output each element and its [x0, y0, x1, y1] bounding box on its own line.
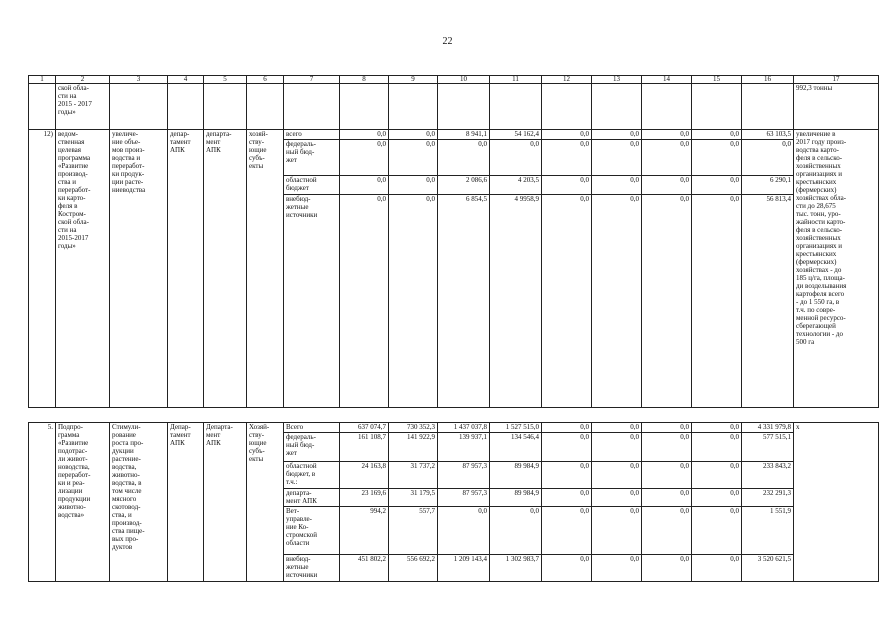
- funding-value: 0,0: [542, 176, 592, 195]
- funding-value: 0,0: [389, 140, 438, 176]
- participants: хозяй- ству- ющие субъ- екты: [247, 130, 284, 408]
- column-number-cell: 16: [742, 76, 794, 84]
- funding-value: 0,0: [340, 176, 389, 195]
- funding-value: 0,0: [592, 555, 642, 582]
- funding-value: 577 515,1: [742, 433, 794, 462]
- funding-value: 2 086,6: [438, 176, 490, 195]
- program-goal: Стимули- рование роста про- дукции растение- водства, животно- водства, в том числе мясного скотовод- ства, и производ- ства пище- вых про- дуктов: [110, 423, 168, 582]
- funding-value: 0,0: [542, 555, 592, 582]
- responsible-executor: Депар- тамент АПК: [168, 423, 204, 582]
- funding-value: 637 074,7: [340, 423, 389, 433]
- table-cell: [168, 84, 204, 130]
- co-executor: Департа- мент АПК: [204, 423, 247, 582]
- table-cell: [692, 84, 742, 130]
- funding-value: 556 692,2: [389, 555, 438, 582]
- gap-cell: [592, 408, 642, 423]
- funding-value: 0,0: [592, 433, 642, 462]
- column-number-cell: 9: [389, 76, 438, 84]
- funding-value: 6 290,1: [742, 176, 794, 195]
- funding-value: 0,0: [692, 176, 742, 195]
- participants: Хозяй- ству- ющие субъ- екты: [247, 423, 284, 582]
- funding-value: 0,0: [389, 176, 438, 195]
- funding-source: областной бюджет, в т.ч.:: [284, 462, 340, 489]
- funding-value: 0,0: [692, 433, 742, 462]
- gap-cell: [438, 408, 490, 423]
- funding-source: всего: [284, 130, 340, 140]
- gap-cell: [490, 408, 542, 423]
- table-cell: [742, 84, 794, 130]
- funding-value: 0,0: [692, 462, 742, 489]
- column-number-cell: 14: [642, 76, 692, 84]
- funding-value: 1 527 515,0: [490, 423, 542, 433]
- funding-value: 0,0: [592, 507, 642, 555]
- gap-cell: [340, 408, 389, 423]
- funding-value: 89 984,9: [490, 462, 542, 489]
- funding-value: 0,0: [340, 195, 389, 408]
- table-cell: [204, 84, 247, 130]
- table-cell: [592, 84, 642, 130]
- funding-value: 0,0: [642, 507, 692, 555]
- column-number-cell: 10: [438, 76, 490, 84]
- gap-cell: [29, 408, 56, 423]
- continuation-row: [29, 84, 879, 130]
- funding-source: департа- мент АПК: [284, 489, 340, 507]
- funding-value: 233 843,2: [742, 462, 794, 489]
- funding-value: 0,0: [692, 489, 742, 507]
- table-cell: [438, 84, 490, 130]
- funding-value: 0,0: [340, 130, 389, 140]
- funding-value: 0,0: [692, 140, 742, 176]
- program-goal: увеличе- ние объе- мов произ- водства и переработ- ки продук- ции расте- ниеводства: [110, 130, 168, 408]
- funding-value: 1 551,9: [742, 507, 794, 555]
- column-number-cell: 11: [490, 76, 542, 84]
- funding-value: 0,0: [692, 130, 742, 140]
- program-name: ведом- ственная целевая программа «Развитие производ- ства и переработ- ки карто- феля в Костром- ской обла- сти на 2015-2017 годы»: [56, 130, 110, 408]
- funding-value: 0,0: [692, 423, 742, 433]
- funding-value: 0,0: [642, 423, 692, 433]
- gap-cell: [247, 408, 284, 423]
- column-number-cell: 13: [592, 76, 642, 84]
- funding-value: 0,0: [692, 507, 742, 555]
- funding-value: 54 162,4: [490, 130, 542, 140]
- funding-value: 0,0: [542, 433, 592, 462]
- funding-value: 0,0: [592, 462, 642, 489]
- funding-value: 4 331 979,8: [742, 423, 794, 433]
- funding-value: 1 302 983,7: [490, 555, 542, 582]
- funding-value: 56 813,4: [742, 195, 794, 408]
- funding-value: 0,0: [592, 423, 642, 433]
- funding-value: 1 437 037,8: [438, 423, 490, 433]
- funding-value: 0,0: [542, 462, 592, 489]
- funding-value: 0,0: [642, 130, 692, 140]
- table-cell: [542, 84, 592, 130]
- table-cell: [247, 84, 284, 130]
- funding-value: 0,0: [642, 176, 692, 195]
- expected-result: увеличение в 2017 году произ- водства карто- феля в сельско- хозяйственных организациях и крестьянских (фермерских) хозяйствах обла- сти до 28,675 тыс. тонн, уро- жайности карто- феля в сельско- хозяйственных организациях и крестьянских (фермерских) хозяйствах - до 185 ц/га, площа- ди возделывания картофеля всего - до 1 550 га, в т.ч. по совре- менной ресурсо- сберегающей технологии - до 500 га: [794, 130, 879, 408]
- table-cell: [642, 84, 692, 130]
- table-cell: 992,3 тонны: [794, 84, 879, 130]
- column-number-cell: 5: [204, 76, 247, 84]
- funding-value: 0,0: [592, 489, 642, 507]
- program-table: [28, 75, 879, 582]
- funding-value: 0,0: [490, 140, 542, 176]
- gap-cell: [56, 408, 110, 423]
- funding-value: 0,0: [542, 140, 592, 176]
- funding-source: Всего: [284, 423, 340, 433]
- funding-value: 0,0: [592, 195, 642, 408]
- funding-value: 0,0: [542, 130, 592, 140]
- funding-source: внебюд- жетные источники: [284, 555, 340, 582]
- funding-value: 0,0: [438, 507, 490, 555]
- funding-value: 0,0: [692, 555, 742, 582]
- table-cell: [284, 84, 340, 130]
- funding-source: Вет- управле- ние Ко- стромской области: [284, 507, 340, 555]
- funding-value: 0,0: [642, 555, 692, 582]
- gap-cell: [110, 408, 168, 423]
- funding-value: 134 546,4: [490, 433, 542, 462]
- funding-value: 0,0: [542, 423, 592, 433]
- funding-value: 232 291,3: [742, 489, 794, 507]
- table-cell: [110, 84, 168, 130]
- funding-value: 141 922,9: [389, 433, 438, 462]
- funding-value: 0,0: [542, 489, 592, 507]
- table-row: [29, 130, 879, 140]
- funding-source: внебюд- жетные источники: [284, 195, 340, 408]
- funding-value: 0,0: [642, 489, 692, 507]
- funding-value: 6 854,5: [438, 195, 490, 408]
- funding-value: 63 103,5: [742, 130, 794, 140]
- funding-value: 0,0: [389, 195, 438, 408]
- funding-value: 0,0: [742, 140, 794, 176]
- funding-value: 4 203,5: [490, 176, 542, 195]
- funding-value: 87 957,3: [438, 489, 490, 507]
- funding-value: 3 520 621,5: [742, 555, 794, 582]
- program-name: Подпро- грамма «Развитие подотрас- ли живот- новодства, переработ- ки и реа- лизации продукции животно- водства»: [56, 423, 110, 582]
- page-number: 22: [442, 36, 453, 47]
- gap-row: [29, 408, 879, 423]
- funding-value: 0,0: [340, 140, 389, 176]
- gap-cell: [168, 408, 204, 423]
- funding-value: 24 163,8: [340, 462, 389, 489]
- funding-value: 730 352,3: [389, 423, 438, 433]
- gap-cell: [284, 408, 340, 423]
- funding-value: 8 941,1: [438, 130, 490, 140]
- column-number-cell: 8: [340, 76, 389, 84]
- column-number-cell: 15: [692, 76, 742, 84]
- funding-value: 0,0: [490, 507, 542, 555]
- funding-source: федераль- ный бюд- жет: [284, 433, 340, 462]
- expected-result: х: [794, 423, 879, 582]
- funding-value: 0,0: [642, 433, 692, 462]
- table-cell: ской обла- сти на 2015 - 2017 годы»: [56, 84, 110, 130]
- column-number-row: [29, 76, 879, 84]
- gap-cell: [389, 408, 438, 423]
- gap-cell: [542, 408, 592, 423]
- responsible-executor: депар- тамент АПК: [168, 130, 204, 408]
- funding-value: 0,0: [642, 140, 692, 176]
- funding-value: 0,0: [542, 507, 592, 555]
- column-number-cell: 12: [542, 76, 592, 84]
- funding-value: 87 957,3: [438, 462, 490, 489]
- funding-value: 0,0: [592, 130, 642, 140]
- funding-value: 139 937,1: [438, 433, 490, 462]
- funding-value: 161 108,7: [340, 433, 389, 462]
- funding-value: 994,2: [340, 507, 389, 555]
- column-number-cell: 17: [794, 76, 879, 84]
- row-index: 5.: [29, 423, 56, 582]
- table-cell: [389, 84, 438, 130]
- funding-value: 23 169,6: [340, 489, 389, 507]
- column-number-cell: 3: [110, 76, 168, 84]
- funding-value: 89 984,9: [490, 489, 542, 507]
- funding-value: 451 802,2: [340, 555, 389, 582]
- funding-value: 0,0: [692, 195, 742, 408]
- gap-cell: [742, 408, 794, 423]
- funding-source: федераль- ный бюд- жет: [284, 140, 340, 176]
- funding-value: 4 9958,9: [490, 195, 542, 408]
- table-row: [29, 423, 879, 433]
- funding-value: 31 737,2: [389, 462, 438, 489]
- funding-value: 0,0: [438, 140, 490, 176]
- gap-cell: [204, 408, 247, 423]
- gap-cell: [692, 408, 742, 423]
- funding-value: 1 209 143,4: [438, 555, 490, 582]
- row-index: 12): [29, 130, 56, 408]
- column-number-cell: 7: [284, 76, 340, 84]
- funding-value: 0,0: [592, 140, 642, 176]
- gap-cell: [642, 408, 692, 423]
- column-number-cell: 1: [29, 76, 56, 84]
- funding-value: 0,0: [642, 195, 692, 408]
- funding-value: 31 179,5: [389, 489, 438, 507]
- funding-value: 0,0: [542, 195, 592, 408]
- funding-source: областной бюджет: [284, 176, 340, 195]
- funding-value: 557,7: [389, 507, 438, 555]
- gap-cell: [794, 408, 879, 423]
- table-cell: [29, 84, 56, 130]
- table-cell: [490, 84, 542, 130]
- column-number-cell: 6: [247, 76, 284, 84]
- table-cell: [340, 84, 389, 130]
- funding-value: 0,0: [642, 462, 692, 489]
- co-executor: департа- мент АПК: [204, 130, 247, 408]
- column-number-cell: 4: [168, 76, 204, 84]
- funding-value: 0,0: [592, 176, 642, 195]
- funding-value: 0,0: [389, 130, 438, 140]
- column-number-cell: 2: [56, 76, 110, 84]
